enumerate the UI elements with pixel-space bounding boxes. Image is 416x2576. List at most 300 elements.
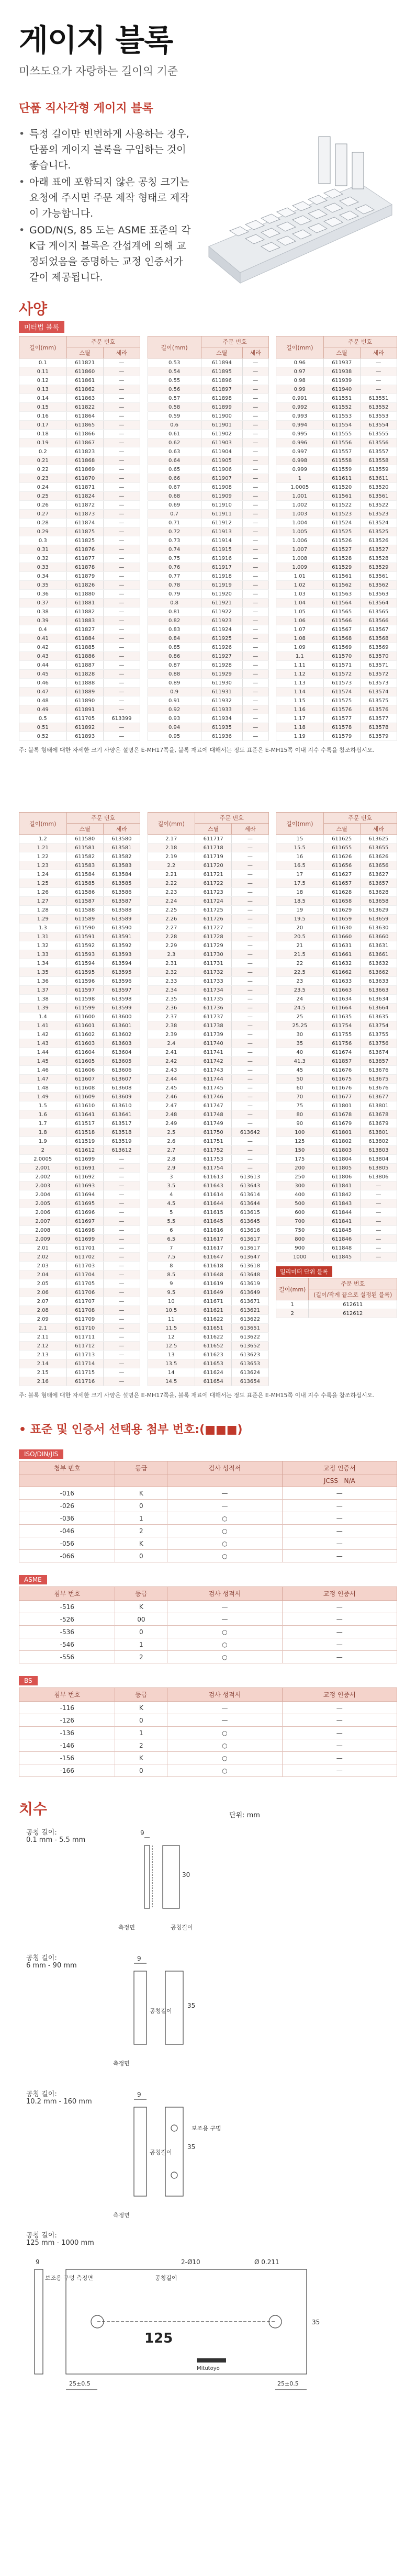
table-cell: 611643 [195,1182,232,1190]
table-cell: 611591 [66,932,103,941]
table-cell: 1.47 [19,1075,67,1084]
dim-4-holes: 2-Ø10 [181,2258,200,2266]
table-cell: 611706 [66,1288,103,1297]
table-row [19,1714,397,1727]
table-cell: 611631 [323,941,360,950]
table-cell: 611932 [201,696,242,705]
table-cell: 30 [276,1030,324,1039]
table-cell: 613604 [103,1048,140,1057]
table-row [276,661,397,670]
table-cell: 611870 [66,474,103,483]
table-cell: 611874 [66,519,103,527]
table-row [19,563,140,572]
table-row [148,941,268,950]
table-row [19,501,140,510]
table-cell: 2.26 [148,915,195,924]
table-cell: 20 [276,924,324,932]
table-row [276,924,397,932]
table-cell: -166 [19,1764,115,1777]
table-cell: 611652 [195,1342,232,1351]
table-cell: 613555 [360,430,397,438]
table-cell: 613603 [103,1039,140,1048]
table-cell: 611606 [66,1066,103,1075]
table-cell: 0.12 [19,376,67,385]
table-cell: 0.34 [19,572,67,581]
table-cell: 500 [276,1199,324,1208]
table-cell: 611725 [195,906,232,915]
dim-2-35: 35 [187,2002,196,2009]
table-cell: 14.5 [148,1377,195,1386]
table-cell: -126 [19,1714,115,1727]
table-cell: 1.48 [19,1084,67,1093]
table-cell: 611702 [66,1253,103,1262]
table-cell: 0.999 [276,465,324,474]
table-row [19,1500,397,1512]
table-cell: 0.46 [19,679,67,688]
table-row [19,1279,140,1288]
table-cell: -156 [19,1752,115,1764]
table-cell: 611739 [195,1030,232,1039]
table-cell: 0.93 [148,714,201,723]
table-row [276,1146,397,1155]
small-table-tag: 밀리미터 단위 블록 [276,1266,332,1277]
table-cell: 1.18 [276,723,324,732]
table-cell: 0.63 [148,447,201,456]
table-cell: 611825 [66,536,103,545]
table-row [276,714,397,723]
table-cell: 611743 [195,1066,232,1075]
table-cell: 613595 [103,968,140,977]
table-cell: 613676 [360,1084,397,1093]
table-cell: 611917 [201,563,242,572]
table-cell: 613615 [232,1208,268,1217]
table-cell: 611726 [195,915,232,924]
table-cell: — [232,1048,268,1057]
table-cell: 611915 [201,545,242,554]
table-cell: 613619 [232,1279,268,1288]
table-row [148,1270,268,1279]
table-cell: 613651 [232,1324,268,1333]
table-cell: 2.33 [148,977,195,986]
table-row [276,879,397,888]
table-cell: 611563 [323,590,360,599]
table-cell: 2.17 [148,835,195,843]
table-cell: 611843 [323,1199,360,1208]
table-cell: 611581 [66,843,103,852]
table-cell: — [242,376,268,385]
table-cell: 611582 [66,852,103,861]
table-cell: 611616 [195,1226,232,1235]
table-cell: 0.8 [148,599,201,608]
col-order: 주문 번호 [66,813,140,824]
table-cell: 613570 [360,652,397,661]
table-cell: 613523 [360,510,397,519]
table-cell: 611696 [66,1208,103,1217]
table-cell: 611745 [195,1084,232,1093]
table-cell: — [232,1146,268,1155]
table-cell: — [103,1235,140,1244]
table-cell: 613596 [103,977,140,986]
table-cell: 611733 [195,977,232,986]
col-order: 주문 번호 [323,813,397,824]
table-cell: 613586 [103,888,140,897]
table-cell: — [232,1101,268,1110]
table-row [19,545,140,554]
table-cell: 611658 [323,897,360,906]
table-cell: 0.89 [148,679,201,688]
table-cell: 611939 [323,376,360,385]
table-cell: 611883 [66,616,103,625]
table-cell: 1.46 [19,1066,67,1075]
table-cell: 611527 [323,545,360,554]
table-cell: — [103,599,140,608]
table-cell: 0.48 [19,696,67,705]
table-cell: 1.5 [19,1101,67,1110]
table-row [276,835,397,843]
table-row [19,634,140,643]
table-cell: 2.37 [148,1013,195,1021]
table-row [148,1030,268,1039]
table-cell: 0.95 [148,732,201,741]
table-cell: 611904 [201,447,242,456]
table-cell: 2.005 [19,1199,67,1208]
table-cell: 24.5 [276,1004,324,1013]
table-row [19,897,140,906]
table-cell: 10 [148,1297,195,1306]
table-cell: 0.995 [276,430,324,438]
table-cell: 611845 [323,1226,360,1235]
table-cell: 1.15 [276,696,324,705]
table-cell: 611596 [66,977,103,986]
table-cell: 611522 [323,501,360,510]
table-cell: 611564 [323,599,360,608]
table-cell: -036 [19,1512,115,1525]
table-cell: — [103,1226,140,1235]
table-cell: 2.02 [19,1253,67,1262]
table-row [19,670,140,679]
table-row [19,1601,397,1613]
table-row [148,1057,268,1066]
table-row [148,563,268,572]
table-cell: — [242,421,268,430]
table-cell: 611609 [66,1093,103,1101]
table-cell: 613587 [103,897,140,906]
table-row [276,1093,397,1101]
table-cell: 0.25 [19,492,67,501]
table-cell: 90 [276,1119,324,1128]
table-cell: — [232,959,268,968]
table-cell: 60 [276,1084,324,1093]
table-cell: 0.52 [19,732,67,741]
table-cell: 611728 [195,932,232,941]
table-cell: 0.39 [19,616,67,625]
table-cell: 0.72 [148,527,201,536]
table-cell: 611899 [201,403,242,412]
table-cell: 611738 [195,1021,232,1030]
table-row [148,1101,268,1110]
table-cell: 611724 [195,897,232,906]
table-row [276,1013,397,1021]
table-cell: 611898 [201,394,242,403]
table-row [19,915,140,924]
table-cell: 611881 [66,599,103,608]
table-cell: 611589 [66,915,103,924]
table-cell: — [242,465,268,474]
table-cell: 613579 [360,732,397,741]
table-row [19,483,140,492]
table-row [276,608,397,616]
dims-unit: 단위: mm [229,1812,260,1819]
table-cell: — [282,1651,397,1663]
dim-drawing-3 [19,2081,397,2228]
table-cell: — [242,447,268,456]
table-cell: 0.79 [148,590,201,599]
table-cell: 0.74 [148,545,201,554]
table-cell: 611517 [66,1119,103,1128]
table-cell: 611908 [201,483,242,492]
table-cell: 611884 [66,634,103,643]
table-cell: — [282,1714,397,1727]
table-cell: 611578 [323,723,360,732]
table-cell: 0.993 [276,412,324,421]
table-row [19,1137,140,1146]
table-cell: 0.96 [276,358,324,367]
table-row [148,1279,268,1288]
table-cell: 611676 [323,1066,360,1075]
table-cell: 613574 [360,688,397,696]
table-row [276,545,397,554]
table-cell: 0.68 [148,492,201,501]
table-cell: 613600 [103,1013,140,1021]
table-cell: 611888 [66,679,103,688]
table-cell: — [242,501,268,510]
table-cell: 613598 [103,995,140,1004]
table-row [276,634,397,643]
table-cell: 2.44 [148,1075,195,1084]
table-cell: 613564 [360,599,397,608]
table-row [148,412,268,421]
table-cell: 613597 [103,986,140,995]
table-cell: 613648 [232,1270,268,1279]
table-row [19,367,140,376]
table-cell: 400 [276,1190,324,1199]
table-cell: 613674 [360,1048,397,1057]
table-cell: 611712 [66,1342,103,1351]
table-cell: — [103,1279,140,1288]
table-cell: 611857 [323,1057,360,1066]
table-cell: 611622 [195,1315,232,1324]
table-cell: 0.14 [19,394,67,403]
table-row [276,688,397,696]
table-cell: 613562 [360,581,397,590]
col-order: 주문 번호 [323,336,397,347]
table-cell: 1.4 [19,1013,67,1021]
table-cell: 2.12 [19,1342,67,1351]
table-cell: 0 [115,1714,167,1727]
table-cell: 613618 [232,1262,268,1270]
table-row [276,1084,397,1093]
table-cell: 1.16 [276,705,324,714]
table-cell: 611635 [323,1013,360,1021]
table-row [148,1110,268,1119]
table-cell: 0.33 [19,563,67,572]
table-cell: — [242,527,268,536]
table-row [276,723,397,732]
table-cell: 613679 [360,1119,397,1128]
dim-4-range: 125 mm - 1000 mm [26,2239,94,2247]
table-cell: 6.5 [148,1235,195,1244]
table-cell: 613630 [360,924,397,932]
table-row [148,501,268,510]
table-row [148,1262,268,1270]
table-row [19,1244,140,1253]
table-row [148,897,268,906]
table-row [276,1226,397,1235]
table-cell: 13 [148,1351,195,1359]
dim-drawing-2 [19,1945,397,2081]
table-cell: 611801 [323,1128,360,1137]
table-cell: 613580 [103,835,140,843]
table-row [276,474,397,483]
table-cell: — [103,519,140,527]
table-cell: 0.6 [148,421,201,430]
table-row [19,696,140,705]
table-cell: 1.13 [276,679,324,688]
table-row [19,474,140,483]
table-row [276,1253,397,1262]
dim-3-diagram [66,2086,286,2228]
spec-table-5 [148,812,269,1386]
table-cell: 22.5 [276,968,324,977]
table-cell: 2.15 [19,1368,67,1377]
table-row [148,1013,268,1021]
table-row [276,599,397,608]
table-cell: 611748 [195,1110,232,1119]
table-cell: 612612 [309,1309,397,1318]
table-row [276,501,397,510]
table-cell: 613653 [232,1359,268,1368]
page-title: 게이지 블록 [19,23,173,58]
table-row [276,679,397,688]
table-cell: 613658 [360,897,397,906]
table-cell: 0.28 [19,519,67,527]
table-cell: 611557 [323,447,360,456]
table-cell: 613622 [232,1315,268,1324]
table-row [148,1084,268,1093]
table-cell: — [242,634,268,643]
table-cell: — [242,412,268,421]
table-cell: 611845 [323,1253,360,1262]
table-cell: 0.64 [148,456,201,465]
table-cell: 611562 [323,581,360,590]
table-cell: 1.11 [276,661,324,670]
table-cell: 611936 [201,732,242,741]
table-cell: 0.36 [19,590,67,599]
table-cell: 613559 [360,465,397,474]
table-cell: 611617 [195,1244,232,1253]
table-cell: — [103,1208,140,1217]
table-cell: — [103,723,140,732]
table-cell: — [103,1155,140,1164]
table-cell: 611625 [323,835,360,843]
table-cell: 2.29 [148,941,195,950]
table-cell: 611594 [66,959,103,968]
table-cell: 611867 [66,438,103,447]
table-cell: 613754 [360,1021,397,1030]
table-cell: 613522 [360,501,397,510]
table-cell: 611887 [66,661,103,670]
table-cell: 1.28 [19,906,67,915]
table-row [19,1270,140,1279]
table-row [148,554,268,563]
table-cell: 611695 [66,1199,103,1208]
table-cell: 611577 [323,714,360,723]
table-row [148,1351,268,1359]
table-cell: 611629 [323,906,360,915]
table-row [19,932,140,941]
table-row [19,403,140,412]
table-cell: — [282,1601,397,1613]
dim-4-left: 25±0.5 [69,2380,91,2387]
table-cell: 611740 [195,1039,232,1048]
table-cell: 611735 [195,995,232,1004]
dim-3-face: 측정면 [113,2212,130,2219]
table-cell: 16 [276,852,324,861]
table-row [276,1208,397,1217]
table-cell: 611519 [66,1137,103,1146]
table-cell: — [360,1226,397,1235]
table-row [19,843,140,852]
table-cell: — [103,501,140,510]
table-cell: 611882 [66,608,103,616]
table-cell: 0.87 [148,661,201,670]
table-row [276,590,397,599]
table-cell: 0.26 [19,501,67,510]
table-cell: 0.76 [148,563,201,572]
table-cell: 20.5 [276,932,324,941]
table-cell: 0.32 [19,554,67,563]
col-steel: 스틸 [66,347,103,358]
table-cell: 611587 [66,897,103,906]
table-cell: 613802 [360,1137,397,1146]
table-cell: 0.62 [148,438,201,447]
table-cell: 611729 [195,941,232,950]
table-cell: 0.77 [148,572,201,581]
table-cell: 2.07 [19,1297,67,1306]
table-cell: 3.5 [148,1182,195,1190]
table-cell: 613553 [360,412,397,421]
table-row [19,870,140,879]
table-cell: — [103,590,140,599]
table-cell: 613518 [103,1128,140,1137]
table-cell: 1.3 [19,924,67,932]
table-cell: 613644 [232,1199,268,1208]
table-cell: 611912 [201,519,242,527]
table-cell: 1.29 [19,915,67,924]
table-cell: 1.38 [19,995,67,1004]
table-cell: 611753 [195,1155,232,1164]
dim-4-label: 공칭 길이: [26,2232,57,2240]
spec-note-2: 주: 블록 형태에 대한 자세한 크기 사양은 설명은 E-MH17쪽을, 블록 재료에 대해서는 정도 표준은 E-MH15쪽 이내 지수 수록을 참조하십시오. [19,1392,375,1399]
table-cell: 0.7 [148,510,201,519]
table-cell: 611526 [323,536,360,545]
table-cell: 613556 [360,438,397,447]
table-cell: 611653 [195,1359,232,1368]
table-cell: 611677 [323,1093,360,1101]
table-row [19,732,140,741]
table-cell: 0.3 [19,536,67,545]
table-cell: — [103,430,140,438]
